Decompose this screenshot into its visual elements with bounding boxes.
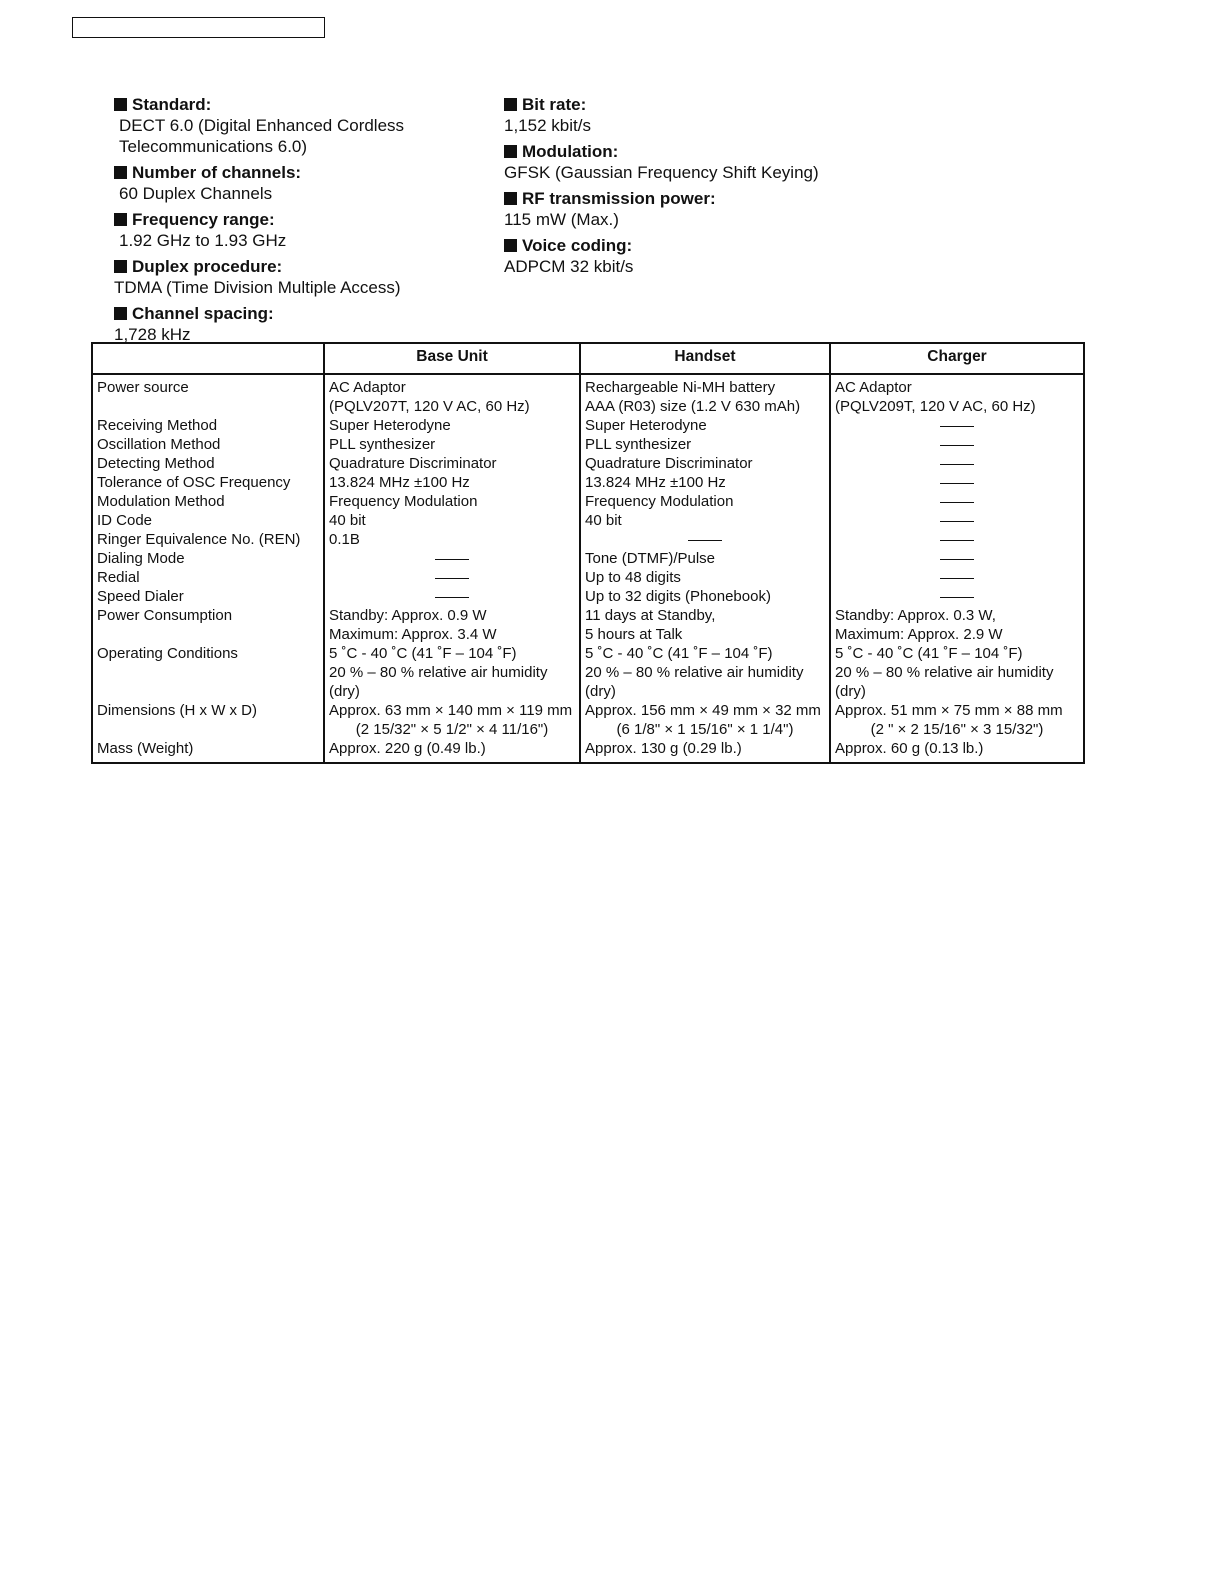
cell-text: Power Consumption: [97, 607, 233, 624]
cell-text: Approx. 130 g (0.29 lb.): [585, 740, 742, 757]
header-base-unit: Base Unit: [324, 343, 580, 374]
table-cell-base: [324, 473, 580, 492]
cell-text: Standby: Approx. 0.9 W: [329, 607, 487, 624]
table-row: [92, 606, 1084, 644]
square-bullet-icon: [114, 307, 127, 320]
header-charger: Charger: [830, 343, 1084, 374]
header-handset: Handset: [580, 343, 830, 374]
cell-text: 40 bit: [585, 512, 622, 529]
spec-value: 115 mW (Max.): [504, 210, 619, 229]
table-cell-charger: [830, 416, 1084, 435]
dash-line-icon: [435, 549, 469, 568]
table-cell-base: [324, 587, 580, 606]
dash-line-icon: [435, 587, 469, 606]
table-cell-label: [92, 549, 324, 568]
cell-text: 5 hours at Talk: [585, 626, 683, 643]
cell-text: 20 % – 80 % relative air humidity: [585, 664, 804, 681]
square-bullet-icon: [114, 260, 127, 273]
spec-value: Telecommunications 6.0): [119, 137, 308, 156]
spec-value: 60 Duplex Channels: [119, 184, 273, 203]
cell-text: AAA (R03) size (1.2 V 630 mAh): [585, 398, 801, 415]
cell-text: Maximum: Approx. 2.9 W: [835, 626, 1003, 643]
table-row: [92, 374, 1084, 416]
table-cell-charger: [830, 644, 1084, 701]
cell-text: 5 ˚C - 40 ˚C (41 ˚F – 104 ˚F): [835, 645, 1023, 662]
table-row: [92, 739, 1084, 763]
cell-text: Maximum: Approx. 3.4 W: [329, 626, 497, 643]
square-bullet-icon: [114, 213, 127, 226]
table-cell-base: [324, 454, 580, 473]
cell-text: (PQLV207T, 120 V AC, 60 Hz): [329, 398, 530, 415]
cell-text: Quadrature Discriminator: [329, 455, 497, 472]
cell-text: Rechargeable Ni-MH battery: [585, 379, 776, 396]
cell-text: Receiving Method: [97, 417, 218, 434]
cell-text: AC Adaptor: [329, 379, 406, 396]
spec-value: 1,728 kHz: [114, 325, 191, 344]
cell-text: (dry): [585, 683, 616, 700]
cell-text: Speed Dialer: [97, 588, 184, 605]
cell-text: 5 ˚C - 40 ˚C (41 ˚F – 104 ˚F): [329, 645, 517, 662]
table-cell-handset: [580, 530, 830, 549]
spec-value: 1,152 kbit/s: [504, 116, 591, 135]
spec-heading-text: Standard:: [132, 95, 212, 114]
cell-text: Modulation Method: [97, 493, 225, 510]
spec-heading: [504, 188, 924, 209]
square-bullet-icon: [504, 145, 517, 158]
table-row: [92, 568, 1084, 587]
cell-text: Dialing Mode: [97, 550, 185, 567]
table-cell-charger: [830, 435, 1084, 454]
table-cell-charger: [830, 454, 1084, 473]
cell-text: Tolerance of OSC Frequency: [97, 474, 291, 491]
spec-item: [504, 141, 924, 183]
table-cell-charger: [830, 606, 1084, 644]
table-cell-charger: [830, 374, 1084, 416]
cell-text: AC Adaptor: [835, 379, 912, 396]
spec-item: [114, 162, 494, 204]
table-row: [92, 454, 1084, 473]
table-cell-label: [92, 587, 324, 606]
dash-line-icon: [940, 492, 974, 511]
spec-table: [91, 342, 1085, 764]
spec-heading-text: Voice coding:: [522, 236, 633, 255]
table-cell-handset: [580, 701, 830, 739]
cell-text: Up to 32 digits (Phonebook): [585, 588, 771, 605]
table-cell-base: [324, 644, 580, 701]
cell-text: (2 " × 2 15/16" × 3 15/32"): [870, 721, 1044, 738]
table-cell-handset: [580, 739, 830, 763]
table-cell-handset: [580, 549, 830, 568]
spec-heading-text: RF transmission power:: [522, 189, 716, 208]
cell-text: 5 ˚C - 40 ˚C (41 ˚F – 104 ˚F): [585, 645, 773, 662]
spec-value: DECT 6.0 (Digital Enhanced Cordless: [119, 116, 405, 135]
dash-line-icon: [940, 568, 974, 587]
table-cell-label: [92, 606, 324, 644]
square-bullet-icon: [504, 98, 517, 111]
table-row: [92, 511, 1084, 530]
table-cell-label: [92, 644, 324, 701]
table-cell-handset: [580, 587, 830, 606]
cell-text: (6 1/8" × 1 15/16" × 1 1/4"): [616, 721, 794, 738]
cell-text: (2 15/32" × 5 1/2" × 4 11/16"): [355, 721, 549, 738]
cell-text: Super Heterodyne: [585, 417, 707, 434]
cell-text: 20 % – 80 % relative air humidity: [329, 664, 548, 681]
cell-text: 20 % – 80 % relative air humidity: [835, 664, 1054, 681]
cell-text: Mass (Weight): [97, 740, 194, 757]
table-cell-label: [92, 568, 324, 587]
spec-item: [504, 188, 924, 230]
table-cell-label: [92, 492, 324, 511]
cell-text: Frequency Modulation: [329, 493, 478, 510]
table-cell-handset: [580, 511, 830, 530]
cell-text: Dimensions (H x W x D): [97, 702, 258, 719]
table-cell-charger: [830, 492, 1084, 511]
dash-line-icon: [940, 587, 974, 606]
table-cell-base: [324, 492, 580, 511]
table-cell-base: [324, 606, 580, 644]
table-cell-charger: [830, 530, 1084, 549]
table-row: [92, 644, 1084, 701]
table-cell-handset: [580, 606, 830, 644]
spec-value: 1.92 GHz to 1.93 GHz: [119, 231, 287, 250]
table-row: [92, 492, 1084, 511]
table-cell-base: [324, 435, 580, 454]
cell-text: (PQLV209T, 120 V AC, 60 Hz): [835, 398, 1036, 415]
cell-text: (dry): [835, 683, 866, 700]
table-cell-handset: [580, 416, 830, 435]
cell-text: Approx. 51 mm × 75 mm × 88 mm: [835, 702, 1063, 719]
cell-text: Approx. 63 mm × 140 mm × 119 mm: [329, 702, 573, 719]
spec-heading: [114, 162, 494, 183]
cell-text: Approx. 220 g (0.49 lb.): [329, 740, 486, 757]
dash-line-icon: [940, 435, 974, 454]
table-row: [92, 530, 1084, 549]
cell-text: 0.1B: [329, 531, 360, 548]
spec-item: [114, 94, 494, 157]
spec-heading-text: Frequency range:: [132, 210, 275, 229]
spec-heading: [114, 94, 494, 115]
cell-text: Tone (DTMF)/Pulse: [585, 550, 716, 567]
cell-text: Power source: [97, 379, 189, 396]
square-bullet-icon: [114, 166, 127, 179]
cell-text: 40 bit: [329, 512, 366, 529]
table-cell-label: [92, 701, 324, 739]
cell-text: Approx. 156 mm × 49 mm × 32 mm: [585, 702, 821, 719]
spec-heading-text: Bit rate:: [522, 95, 587, 114]
cell-text: Redial: [97, 569, 140, 586]
spec-item: [504, 235, 924, 277]
table-cell-handset: [580, 454, 830, 473]
spec-heading-text: Number of channels:: [132, 163, 302, 182]
spec-heading: [504, 94, 924, 115]
cell-text: Approx. 60 g (0.13 lb.): [835, 740, 984, 757]
cell-text: ID Code: [97, 512, 153, 529]
table-cell-base: [324, 511, 580, 530]
spec-heading: [114, 209, 494, 230]
cell-text: Super Heterodyne: [329, 417, 451, 434]
dash-line-icon: [435, 568, 469, 587]
table-cell-label: [92, 739, 324, 763]
spec-heading-text: Duplex procedure:: [132, 257, 283, 276]
header-box: [72, 17, 325, 38]
cell-text: Detecting Method: [97, 455, 215, 472]
spec-heading-text: Modulation:: [522, 142, 619, 161]
table-row: [92, 549, 1084, 568]
cell-text: PLL synthesizer: [329, 436, 436, 453]
cell-text: Ringer Equivalence No. (REN): [97, 531, 301, 548]
table-cell-charger: [830, 549, 1084, 568]
spec-value: ADPCM 32 kbit/s: [504, 257, 634, 276]
table-row: [92, 587, 1084, 606]
table-cell-label: [92, 473, 324, 492]
cell-text: 11 days at Standby,: [585, 607, 716, 624]
cell-text: Standby: Approx. 0.3 W,: [835, 607, 996, 624]
header-label: [92, 343, 324, 374]
table-cell-label: [92, 454, 324, 473]
table-cell-handset: [580, 374, 830, 416]
spec-heading: [114, 303, 494, 324]
dash-line-icon: [940, 454, 974, 473]
cell-text: 13.824 MHz ±100 Hz: [585, 474, 726, 491]
spec-item: [114, 303, 494, 345]
dash-line-icon: [688, 530, 722, 549]
spec-heading: [114, 256, 494, 277]
dash-line-icon: [940, 530, 974, 549]
table-cell-charger: [830, 739, 1084, 763]
cell-text: Oscillation Method: [97, 436, 221, 453]
table-cell-label: [92, 416, 324, 435]
cell-text: Quadrature Discriminator: [585, 455, 753, 472]
cell-text: 13.824 MHz ±100 Hz: [329, 474, 470, 491]
dash-line-icon: [940, 549, 974, 568]
table-cell-base: [324, 530, 580, 549]
cell-text: Operating Conditions: [97, 645, 238, 662]
dash-line-icon: [940, 511, 974, 530]
table-row: [92, 416, 1084, 435]
table-cell-base: [324, 374, 580, 416]
table-row: [92, 473, 1084, 492]
table-cell-handset: [580, 492, 830, 511]
table-cell-charger: [830, 701, 1084, 739]
square-bullet-icon: [504, 192, 517, 205]
table-cell-charger: [830, 568, 1084, 587]
table-cell-base: [324, 568, 580, 587]
table-header-row: [92, 343, 1084, 374]
spec-item: [504, 94, 924, 136]
spec-value: GFSK (Gaussian Frequency Shift Keying): [504, 163, 819, 182]
spec-heading-text: Channel spacing:: [132, 304, 274, 323]
spec-heading: [504, 141, 924, 162]
table-cell-charger: [830, 473, 1084, 492]
specs-right-column: [504, 94, 924, 282]
table-cell-base: [324, 549, 580, 568]
square-bullet-icon: [504, 239, 517, 252]
spec-value: TDMA (Time Division Multiple Access): [114, 278, 401, 297]
cell-text: Up to 48 digits: [585, 569, 681, 586]
table-row: [92, 701, 1084, 739]
table-cell-label: [92, 374, 324, 416]
table-cell-handset: [580, 568, 830, 587]
table-cell-base: [324, 701, 580, 739]
table-row: [92, 435, 1084, 454]
spec-item: [114, 256, 494, 298]
cell-text: (dry): [329, 683, 360, 700]
table-cell-handset: [580, 473, 830, 492]
specs-left-column: [114, 94, 494, 350]
table-cell-charger: [830, 511, 1084, 530]
cell-text: Frequency Modulation: [585, 493, 734, 510]
square-bullet-icon: [114, 98, 127, 111]
dash-line-icon: [940, 473, 974, 492]
dash-line-icon: [940, 416, 974, 435]
cell-text: PLL synthesizer: [585, 436, 692, 453]
spec-item: [114, 209, 494, 251]
table-cell-charger: [830, 587, 1084, 606]
table-cell-base: [324, 416, 580, 435]
spec-heading: [504, 235, 924, 256]
table-cell-label: [92, 511, 324, 530]
table-cell-base: [324, 739, 580, 763]
table-cell-handset: [580, 644, 830, 701]
table-cell-label: [92, 530, 324, 549]
table-cell-handset: [580, 435, 830, 454]
table-cell-label: [92, 435, 324, 454]
